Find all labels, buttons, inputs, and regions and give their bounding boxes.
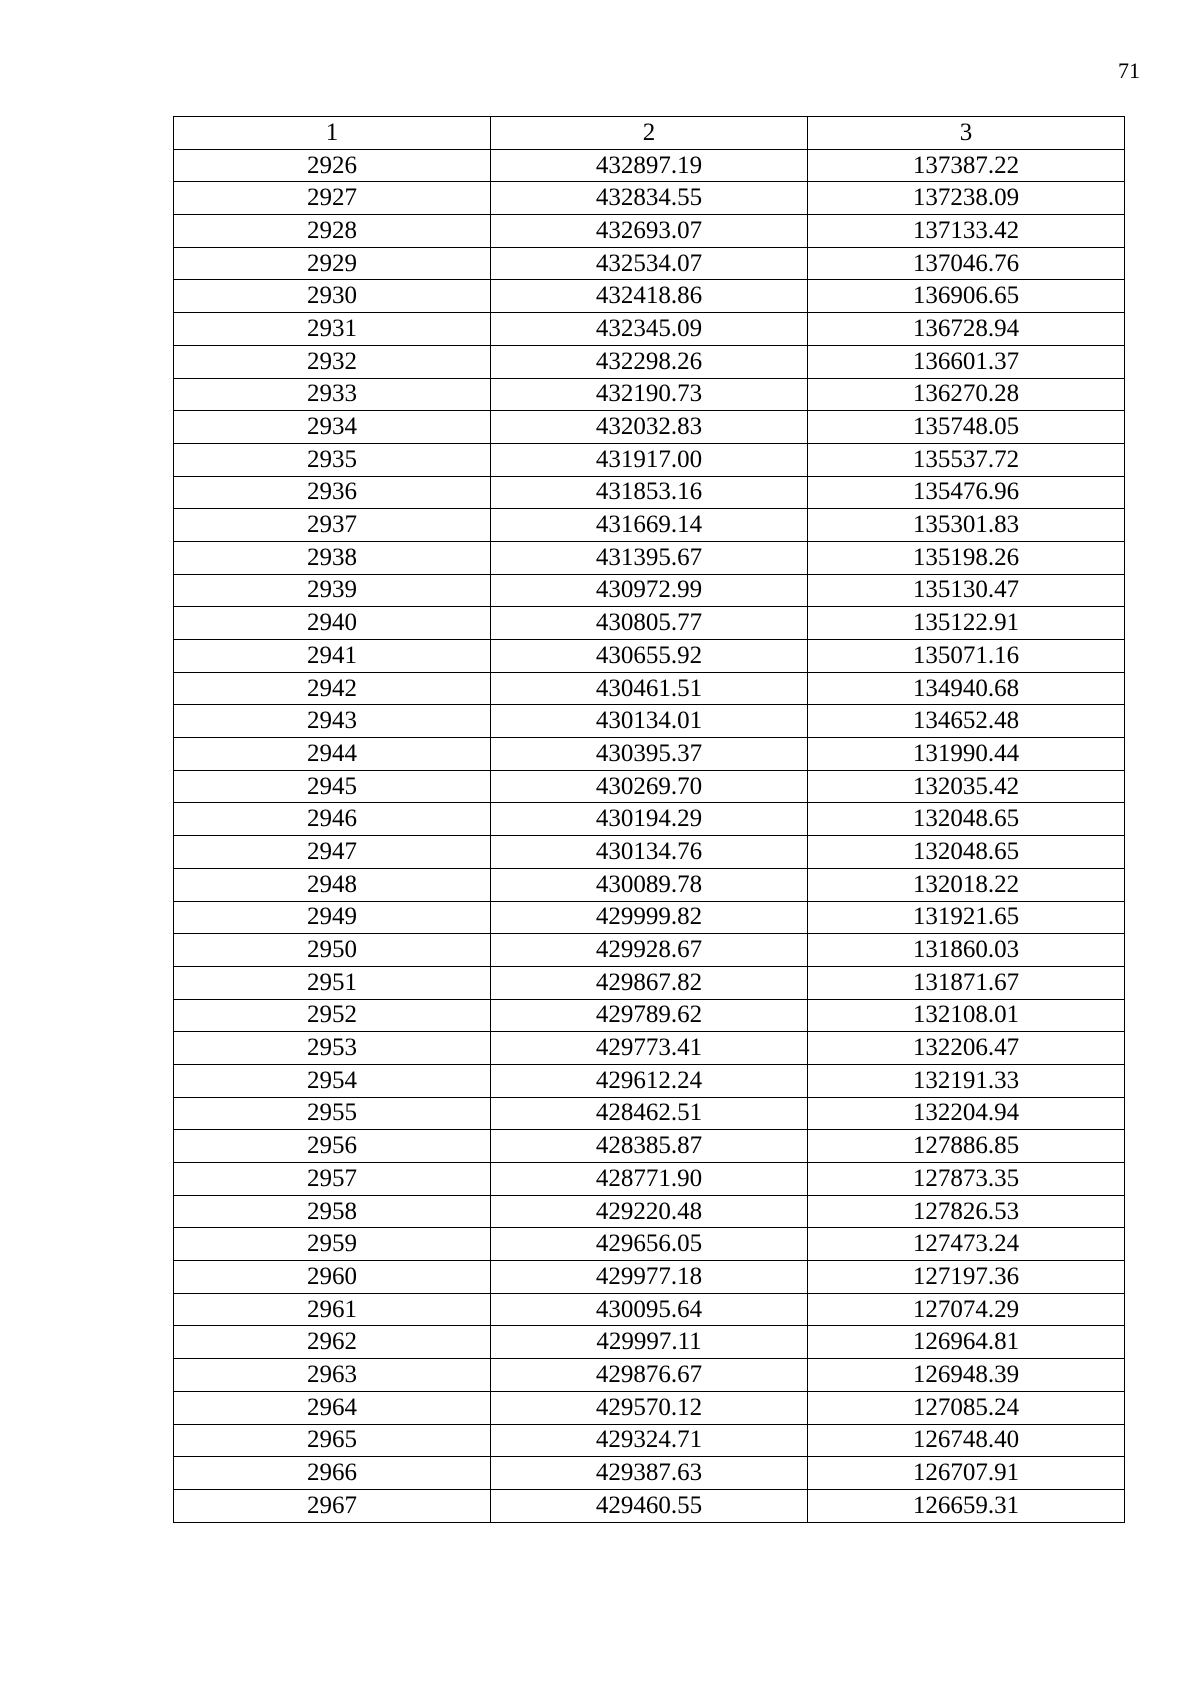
x-coordinate-cell: 430134.76 [491,836,808,869]
x-coordinate-cell: 429773.41 [491,1032,808,1065]
x-coordinate-cell: 431853.16 [491,476,808,509]
table-row [174,1163,1125,1196]
point-number-cell: 2966 [174,1457,491,1490]
point-number-cell: 2936 [174,476,491,509]
point-number-cell: 2934 [174,411,491,444]
x-coordinate-cell: 429997.11 [491,1326,808,1359]
y-coordinate-cell: 126964.81 [808,1326,1125,1359]
y-coordinate-cell: 137238.09 [808,182,1125,215]
y-coordinate-cell: 137046.76 [808,247,1125,280]
table-row [174,640,1125,673]
point-number-cell: 2926 [174,149,491,182]
y-coordinate-cell: 134652.48 [808,705,1125,738]
point-number-cell: 2962 [174,1326,491,1359]
y-coordinate-cell: 127886.85 [808,1130,1125,1163]
point-number-cell: 2965 [174,1424,491,1457]
x-coordinate-cell: 430269.70 [491,770,808,803]
x-coordinate-cell: 429220.48 [491,1195,808,1228]
point-number-cell: 2960 [174,1261,491,1294]
table-row [174,509,1125,542]
y-coordinate-cell: 136728.94 [808,313,1125,346]
x-coordinate-cell: 429656.05 [491,1228,808,1261]
y-coordinate-cell: 132206.47 [808,1032,1125,1065]
point-number-cell: 2957 [174,1163,491,1196]
x-coordinate-cell: 430461.51 [491,672,808,705]
column-header: 3 [808,117,1125,150]
x-coordinate-cell: 432345.09 [491,313,808,346]
y-coordinate-cell: 132048.65 [808,836,1125,869]
table-row [174,1326,1125,1359]
table-row [174,215,1125,248]
point-number-cell: 2961 [174,1293,491,1326]
y-coordinate-cell: 131921.65 [808,901,1125,934]
point-number-cell: 2949 [174,901,491,934]
point-number-cell: 2942 [174,672,491,705]
y-coordinate-cell: 135476.96 [808,476,1125,509]
table-row [174,247,1125,280]
y-coordinate-cell: 132048.65 [808,803,1125,836]
point-number-cell: 2932 [174,345,491,378]
table-row [174,1097,1125,1130]
x-coordinate-cell: 431917.00 [491,443,808,476]
point-number-cell: 2946 [174,803,491,836]
point-number-cell: 2930 [174,280,491,313]
x-coordinate-cell: 429570.12 [491,1391,808,1424]
point-number-cell: 2951 [174,966,491,999]
point-number-cell: 2928 [174,215,491,248]
point-number-cell: 2933 [174,378,491,411]
x-coordinate-cell: 432190.73 [491,378,808,411]
x-coordinate-cell: 432897.19 [491,149,808,182]
x-coordinate-cell: 428385.87 [491,1130,808,1163]
y-coordinate-cell: 127197.36 [808,1261,1125,1294]
y-coordinate-cell: 126707.91 [808,1457,1125,1490]
x-coordinate-cell: 432032.83 [491,411,808,444]
y-coordinate-cell: 132018.22 [808,868,1125,901]
y-coordinate-cell: 136906.65 [808,280,1125,313]
y-coordinate-cell: 127473.24 [808,1228,1125,1261]
x-coordinate-cell: 430972.99 [491,574,808,607]
table-row [174,443,1125,476]
x-coordinate-cell: 430395.37 [491,738,808,771]
point-number-cell: 2938 [174,541,491,574]
page-number: 71 [1118,58,1140,83]
table-header [174,117,1125,150]
y-coordinate-cell: 127074.29 [808,1293,1125,1326]
y-coordinate-cell: 135301.83 [808,509,1125,542]
y-coordinate-cell: 126659.31 [808,1489,1125,1522]
x-coordinate-cell: 430095.64 [491,1293,808,1326]
y-coordinate-cell: 132191.33 [808,1064,1125,1097]
point-number-cell: 2947 [174,836,491,869]
x-coordinate-cell: 430805.77 [491,607,808,640]
x-coordinate-cell: 429876.67 [491,1359,808,1392]
point-number-cell: 2954 [174,1064,491,1097]
y-coordinate-cell: 127085.24 [808,1391,1125,1424]
point-number-cell: 2956 [174,1130,491,1163]
x-coordinate-cell: 429612.24 [491,1064,808,1097]
table-row [174,1489,1125,1522]
table-row [174,836,1125,869]
y-coordinate-cell: 131860.03 [808,934,1125,967]
point-number-cell: 2927 [174,182,491,215]
table-row [174,1261,1125,1294]
x-coordinate-cell: 429387.63 [491,1457,808,1490]
point-number-cell: 2953 [174,1032,491,1065]
y-coordinate-cell: 135122.91 [808,607,1125,640]
y-coordinate-cell: 126948.39 [808,1359,1125,1392]
x-coordinate-cell: 432534.07 [491,247,808,280]
y-coordinate-cell: 137133.42 [808,215,1125,248]
x-coordinate-cell: 429789.62 [491,999,808,1032]
x-coordinate-cell: 429928.67 [491,934,808,967]
x-coordinate-cell: 432693.07 [491,215,808,248]
table-row [174,672,1125,705]
x-coordinate-cell: 429324.71 [491,1424,808,1457]
x-coordinate-cell: 430134.01 [491,705,808,738]
point-number-cell: 2967 [174,1489,491,1522]
table-row [174,1130,1125,1163]
table-row [174,901,1125,934]
point-number-cell: 2945 [174,770,491,803]
table-row [174,149,1125,182]
table-body [174,149,1125,1522]
y-coordinate-cell: 132108.01 [808,999,1125,1032]
table-row [174,280,1125,313]
table-row [174,345,1125,378]
table-row [174,313,1125,346]
x-coordinate-cell: 429999.82 [491,901,808,934]
table-row [174,999,1125,1032]
table-row [174,966,1125,999]
table-row [174,1391,1125,1424]
x-coordinate-cell: 431669.14 [491,509,808,542]
y-coordinate-cell: 127873.35 [808,1163,1125,1196]
point-number-cell: 2944 [174,738,491,771]
table-row [174,182,1125,215]
x-coordinate-cell: 429867.82 [491,966,808,999]
point-number-cell: 2943 [174,705,491,738]
y-coordinate-cell: 136601.37 [808,345,1125,378]
y-coordinate-cell: 126748.40 [808,1424,1125,1457]
table-header-row [174,117,1125,150]
point-number-cell: 2941 [174,640,491,673]
table-row [174,476,1125,509]
y-coordinate-cell: 132204.94 [808,1097,1125,1130]
y-coordinate-cell: 135748.05 [808,411,1125,444]
table-row [174,868,1125,901]
coordinates-table [173,116,1125,1523]
table-row [174,1424,1125,1457]
x-coordinate-cell: 429977.18 [491,1261,808,1294]
point-number-cell: 2964 [174,1391,491,1424]
x-coordinate-cell: 430655.92 [491,640,808,673]
x-coordinate-cell: 430089.78 [491,868,808,901]
y-coordinate-cell: 135537.72 [808,443,1125,476]
y-coordinate-cell: 132035.42 [808,770,1125,803]
y-coordinate-cell: 131990.44 [808,738,1125,771]
x-coordinate-cell: 432418.86 [491,280,808,313]
y-coordinate-cell: 134940.68 [808,672,1125,705]
x-coordinate-cell: 430194.29 [491,803,808,836]
y-coordinate-cell: 136270.28 [808,378,1125,411]
x-coordinate-cell: 428771.90 [491,1163,808,1196]
table-row [174,1195,1125,1228]
point-number-cell: 2948 [174,868,491,901]
x-coordinate-cell: 428462.51 [491,1097,808,1130]
x-coordinate-cell: 429460.55 [491,1489,808,1522]
table-row [174,738,1125,771]
table-row [174,803,1125,836]
point-number-cell: 2939 [174,574,491,607]
point-number-cell: 2950 [174,934,491,967]
point-number-cell: 2929 [174,247,491,280]
table-row [174,541,1125,574]
x-coordinate-cell: 432298.26 [491,345,808,378]
table-row [174,607,1125,640]
table-row [174,1228,1125,1261]
y-coordinate-cell: 135071.16 [808,640,1125,673]
point-number-cell: 2955 [174,1097,491,1130]
y-coordinate-cell: 137387.22 [808,149,1125,182]
point-number-cell: 2931 [174,313,491,346]
column-header: 1 [174,117,491,150]
table-row [174,934,1125,967]
point-number-cell: 2935 [174,443,491,476]
table-row [174,1032,1125,1065]
y-coordinate-cell: 131871.67 [808,966,1125,999]
table-row [174,1293,1125,1326]
column-header: 2 [491,117,808,150]
table-row [174,378,1125,411]
point-number-cell: 2963 [174,1359,491,1392]
table-row [174,1457,1125,1490]
y-coordinate-cell: 135130.47 [808,574,1125,607]
table-row [174,1064,1125,1097]
table-row [174,770,1125,803]
point-number-cell: 2952 [174,999,491,1032]
point-number-cell: 2959 [174,1228,491,1261]
x-coordinate-cell: 432834.55 [491,182,808,215]
y-coordinate-cell: 127826.53 [808,1195,1125,1228]
point-number-cell: 2958 [174,1195,491,1228]
table-row [174,574,1125,607]
table-row [174,1359,1125,1392]
table-row [174,705,1125,738]
y-coordinate-cell: 135198.26 [808,541,1125,574]
table-row [174,411,1125,444]
point-number-cell: 2940 [174,607,491,640]
x-coordinate-cell: 431395.67 [491,541,808,574]
point-number-cell: 2937 [174,509,491,542]
